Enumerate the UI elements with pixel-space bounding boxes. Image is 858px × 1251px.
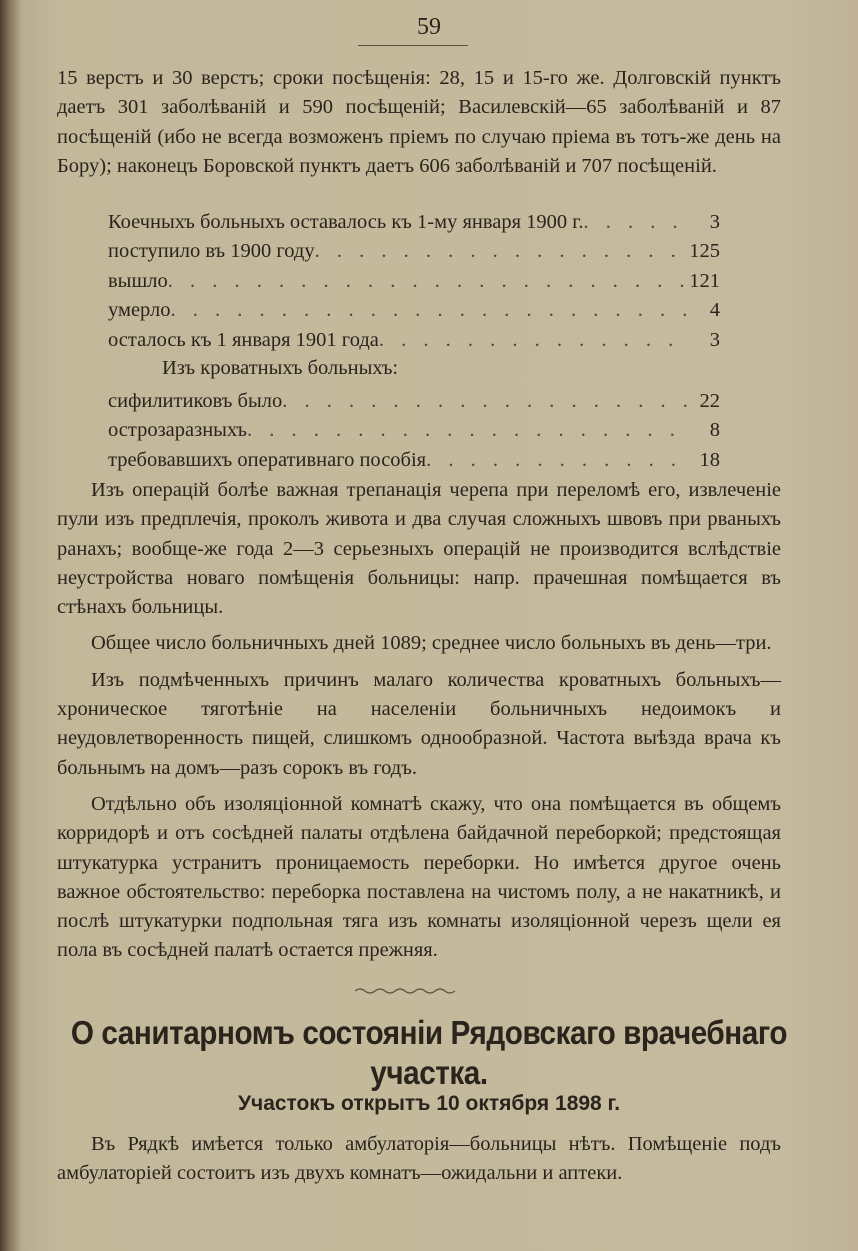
row-label: требовавшихъ оперативнаго пособія [108,448,427,471]
section-subheading: Участокъ открытъ 10 октября 1898 г. [237,1092,621,1115]
row-value: 8 [709,419,720,442]
table-row [108,416,720,445]
body-text-2 [57,1130,781,1189]
row-label: поступило въ 1900 году [108,240,315,263]
row-value: 121 [689,269,720,292]
leader-dots [315,237,688,266]
paragraph-3: Общее число больничныхъ дней 1089; среднее число больныхъ въ день—три. [91,632,772,655]
leader-dots [426,446,688,475]
leader-dots [168,267,688,296]
row-label: Коечныхъ больныхъ оставалось къ 1-му января 1900 г. [108,211,584,233]
row-label: вышло [108,269,168,292]
row-value: 18 [699,448,720,471]
row-value: 3 [709,328,720,351]
paragraph-1 [57,64,781,181]
body-text [57,476,781,966]
section-heading-line-1: О санитарномъ состояніи Рядовскаго врачебнаго [70,1014,788,1051]
table-subheading: Изъ кроватныхъ больныхъ: [162,357,399,379]
page-number: 59 [417,14,441,40]
section-heading-line-2: участка. [370,1054,488,1091]
table-row [108,387,720,416]
table-row [108,326,720,355]
row-value: 125 [689,240,720,263]
row-label: острозаразныхъ [108,419,248,442]
table-row [108,446,720,475]
row-label: осталось къ 1 января 1901 года [108,328,379,351]
row-value: 22 [699,390,720,412]
paragraph-4: Изъ подмѣченныхъ причинъ малаго количества кроватныхъ больныхъ—хроническое тяготѣніе на населеніи больничныхъ недоимокъ и неудовлетворенность пищей, слишкомъ однообразной. Частота выѣзда врача къ больнымъ на домъ—разъ сорокъ въ годъ. [57,668,781,779]
paragraph-6: Въ Рядкѣ имѣется только амбулаторія—больницы нѣтъ. Помѣщеніе подъ амбулаторіей состоитъ изъ двухъ комнатъ—ожидальни и аптеки. [57,1133,781,1185]
paragraph-2: Изъ операцій болѣе важная трепанація черепа при переломѣ его, извлеченіе пули изъ предплечія, проколъ живота и два случая сложныхъ швовъ при рваныхъ ранахъ; вообще-же года 2—3 серьезныхъ операцій не производится вслѣдствіе неустройства новаго помѣщенія больницы: напр. прачешная помѣщается въ стѣнахъ больницы. [57,479,781,619]
paragraph-text: 15 верстъ и 30 верстъ; сроки посѣщенія: 28, 15 и 15-го же. Долговскій пунктъ даетъ 301 заболѣваній и 590 посѣщеній; Василевскій—65 заболѣваній и 87 посѣщеній (ибо не всегда возможенъ пріемъ по случаю пріема въ тотъ-же день на Бору); наконецъ Боровской пунктъ даетъ 606 заболѣваній и 707 посѣщеній. [57,67,781,177]
leader-dots [584,208,688,237]
row-value: 4 [709,299,720,322]
leader-dots [171,296,688,325]
paragraph-5: Отдѣльно объ изоляціонной комнатѣ скажу, что она помѣщается въ общемъ корридорѣ и отъ сосѣдней палаты отдѣлена байдачной переборкой; предстоящая штукатурка устранитъ проницаемость переборки. Но имѣется другое очень важное обстоятельство: переборка поставлена на чистомъ полу, а не накатникѣ, и послѣ штукатурки подпольная тяга изъ комнаты изоляціонной черезъ щели ея пола въ сосѣдней палатѣ остается прежняя. [57,792,781,962]
table-row [108,208,720,237]
patients-table [108,387,720,475]
page-number-rule [358,45,468,46]
table-row [108,296,720,325]
table-row [108,267,720,296]
row-label: сифилитиковъ было [108,390,283,412]
row-label: умерло [108,299,171,322]
table-row [108,237,720,266]
row-value: 3 [709,211,720,233]
leader-dots [379,326,688,355]
leader-dots [282,387,688,416]
section-divider [355,986,455,996]
inpatient-stats-table [108,208,720,355]
leader-dots [247,416,688,445]
